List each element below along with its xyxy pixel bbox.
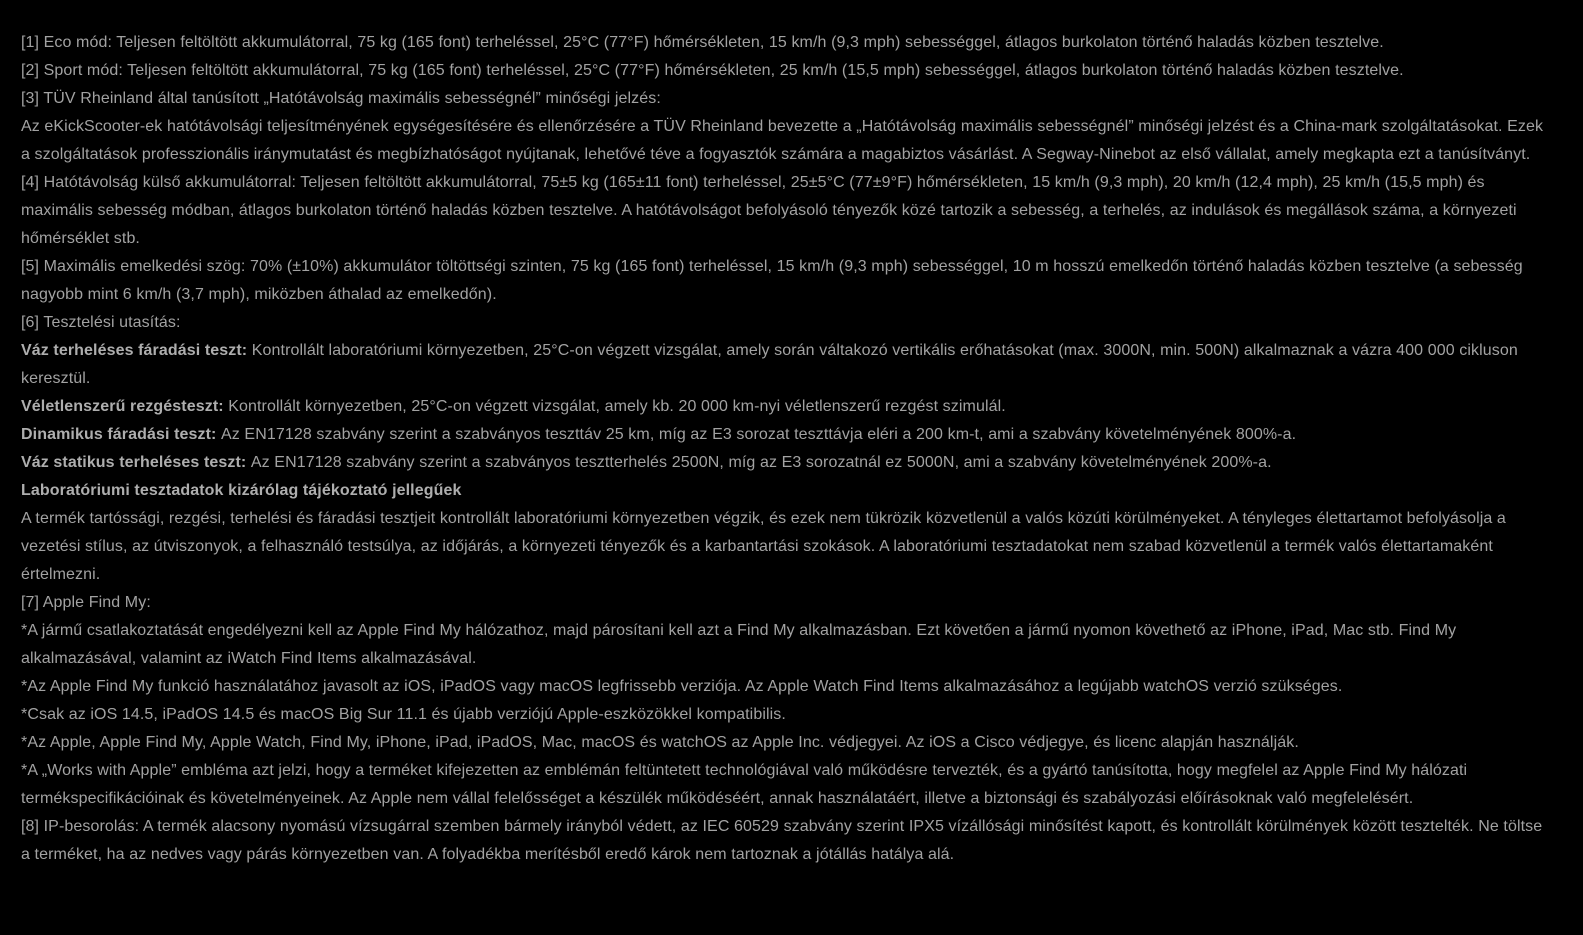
footnote-text: A termék tartóssági, rezgési, terhelési és fáradási tesztjeit kontrollált laboratóriumi környezetben végzik, és ezek nem tükrözik közvetlenül a valós közúti körülményeket. A tényleges élettartamot befolyásolja a vezetési stílus, az útviszonyok, a felhasználó testsúlya, az időjárás, a környezeti tényezők és a karbantartási szokások. A laboratóriumi tesztadatokat nem szabad közvetlenül a termék valós élettartamaként értelmezni. xyxy=(21,510,1506,583)
footnote-apple-find-my-pairing xyxy=(21,617,1549,673)
footnote-text: [1] Eco mód: Teljesen feltöltött akkumulátorral, 75 kg (165 font) terheléssel, 25°C (77°F) hőmérsékleten, 15 km/h (9,3 mph) sebességgel, átlagos burkolaton történő haladás közben tesztelve. xyxy=(21,34,1384,51)
footnote-lead: Váz terheléses fáradási teszt: xyxy=(21,342,252,359)
footnote-external-battery-range xyxy=(21,169,1549,253)
footnote-text: Az EN17128 szabvány szerint a szabványos tesztterhelés 2500N, míg az E3 sorozatnál ez 5000N, ami a szabvány követelményének 200%-a. xyxy=(250,454,1272,471)
footnote-text: Kontrollált környezetben, 25°C-on végzett vizsgálat, amely kb. 20 000 km-nyi véletlenszerű rezgést szimulál. xyxy=(228,398,1006,415)
footnote-text: [4] Hatótávolság külső akkumulátorral: Teljesen feltöltött akkumulátorral, 75±5 kg (165±11 font) terheléssel, 25±5°C (77±9°F) hőmérsékleten, 15 km/h (9,3 mph), 20 km/h (12,4 mph), 25 km/h (15,5 mph) és maximális sebesség módban, átlagos burkolaton történő haladás közben tesztelve. A hatótávolságot befolyásoló tényezők közé tartozik a sebesség, a terhelés, az indulások és megállások száma, a környezeti hőmérséklet stb. xyxy=(21,174,1517,247)
footnote-works-with-apple xyxy=(21,757,1549,813)
footnote-apple-compatibility xyxy=(21,701,1549,729)
footnote-frame-load-fatigue-test xyxy=(21,337,1549,393)
footnote-text: Kontrollált laboratóriumi környezetben, 25°C-on végzett vizsgálat, amely során váltakozó vertikális erőhatásokat (max. 3000N, min. 500N) alkalmaznak a vázra 400 000 cikluson keresztül. xyxy=(21,342,1518,387)
footnote-dynamic-fatigue-test xyxy=(21,421,1549,449)
footnote-ip-rating xyxy=(21,813,1549,869)
footnote-static-load-test xyxy=(21,449,1549,477)
footnote-tuv-body xyxy=(21,113,1549,169)
footnote-text: [5] Maximális emelkedési szög: 70% (±10%) akkumulátor töltöttségi szinten, 75 kg (165 font) terheléssel, 15 km/h (9,3 mph) sebességgel, 10 m hosszú emelkedőn történő haladás közben tesztelve (a sebesség nagyobb mint 6 km/h (3,7 mph), miközben áthalad az emelkedőn). xyxy=(21,258,1523,303)
footnote-test-instructions-heading xyxy=(21,309,1549,337)
footnote-lead: Dinamikus fáradási teszt: xyxy=(21,426,221,443)
footnote-text: *A jármű csatlakoztatását engedélyezni kell az Apple Find My hálózathoz, majd párosítani kell azt a Find My alkalmazásban. Ezt követően a jármű nyomon követhető az iPhone, iPad, Mac stb. Find My alkalmazásával, valamint az iWatch Find Items alkalmazásával. xyxy=(21,622,1457,667)
footnote-apple-trademarks xyxy=(21,729,1549,757)
footnote-text: *Az Apple Find My funkció használatához javasolt az iOS, iPadOS vagy macOS legfrissebb verziója. Az Apple Watch Find Items alkalmazásához a legújabb watchOS verzió szükséges. xyxy=(21,678,1343,695)
footnote-lab-data-disclaimer-body xyxy=(21,505,1549,589)
footnote-text: [3] TÜV Rheinland által tanúsított „Hatótávolság maximális sebességnél” minőségi jelzés: xyxy=(21,90,661,107)
footnote-text: [8] IP-besorolás: A termék alacsony nyomású vízsugárral szemben bármely irányból védett, az IEC 60529 szabvány szerint IPX5 vízállósági minősítést kapott, és kontrollált körülmények között tesztelték. Ne töltse a terméket, ha az nedves vagy párás környezetben van. A folyadékba merítésből eredő károk nem tartoznak a jótállás hatálya alá. xyxy=(21,818,1543,863)
footnote-apple-find-my-versions xyxy=(21,673,1549,701)
footnote-random-vibration-test xyxy=(21,393,1549,421)
footnote-lab-data-disclaimer-heading xyxy=(21,477,1549,505)
footnote-lead: Váz statikus terheléses teszt: xyxy=(21,454,251,471)
footnote-max-climb-angle xyxy=(21,253,1549,309)
footnote-text: [6] Tesztelési utasítás: xyxy=(21,314,181,331)
footnote-eco-mode xyxy=(21,29,1549,57)
footnote-apple-find-my-heading xyxy=(21,589,1549,617)
footnote-tuv-heading xyxy=(21,85,1549,113)
footnote-text: *Csak az iOS 14.5, iPadOS 14.5 és macOS Big Sur 11.1 és újabb verziójú Apple-eszközökkel kompatibilis. xyxy=(21,706,786,723)
footnote-text: [2] Sport mód: Teljesen feltöltött akkumulátorral, 75 kg (165 font) terheléssel, 25°C (77°F) hőmérsékleten, 25 km/h (15,5 mph) sebességgel, átlagos burkolaton történő haladás közben tesztelve. xyxy=(21,62,1404,79)
footnote-text: Az eKickScooter-ek hatótávolsági teljesítményének egységesítésére és ellenőrzésére a TÜV Rheinland bevezette a „Hatótávolság maximális sebességnél” minőségi jelzést és a China-mark szolgáltatásokat. Ezek a szolgáltatások professzionális iránymutatást és megbízhatóságot nyújtanak, lehetővé téve a fogyasztók számára a magabiztos vásárlást. A Segway-Ninebot az első vállalat, amely megkapta ezt a tanúsítványt. xyxy=(21,118,1544,163)
footnote-text: *A „Works with Apple” embléma azt jelzi, hogy a terméket kifejezetten az emblémán feltüntetett technológiával való működésre tervezték, és a gyártó tanúsította, hogy megfelel az Apple Find My hálózati termékspecifikációinak és követelményeinek. Az Apple nem vállal felelősséget a készülék működéséért, annak használatáért, illetve a biztonsági és szabályozási előírásoknak való megfelelésért. xyxy=(21,762,1468,807)
footnote-text: Az EN17128 szabvány szerint a szabványos teszttáv 25 km, míg az E3 sorozat teszttávja eléri a 200 km-t, ami a szabvány követelményének 800%-a. xyxy=(221,426,1297,443)
footnote-text: *Az Apple, Apple Find My, Apple Watch, Find My, iPhone, iPad, iPadOS, Mac, macOS és watchOS az Apple Inc. védjegyei. Az iOS a Cisco védjegye, és licenc alapján használják. xyxy=(21,734,1299,751)
footnote-text: [7] Apple Find My: xyxy=(21,594,151,611)
footnote-lead: Véletlenszerű rezgésteszt: xyxy=(21,398,229,415)
footnote-sport-mode xyxy=(21,57,1549,85)
footnote-lead: Laboratóriumi tesztadatok kizárólag tájékoztató jellegűek xyxy=(21,482,462,499)
